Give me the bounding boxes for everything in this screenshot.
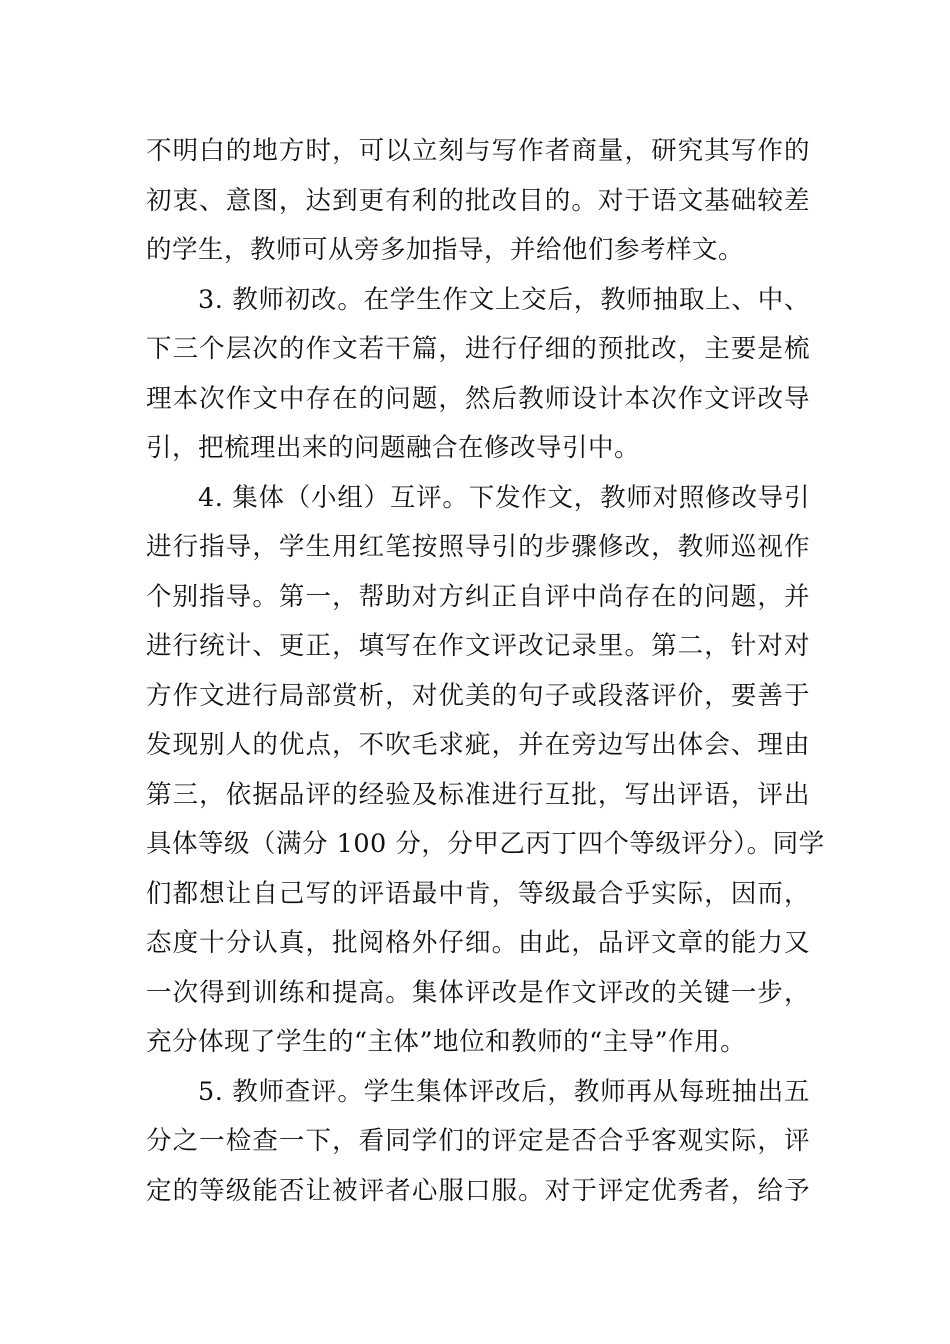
- text-line: 定的等级能否让被评者心服口服。对于评定优秀者，给予: [146, 1175, 810, 1206]
- text-line: 进行统计、更正，填写在作文评改记录里。第二，针对对: [146, 631, 810, 661]
- paragraph-4-start: 4. 集体（小组）互评。下发作文，教师对照修改导引: [198, 482, 810, 513]
- text-line: 初衷、意图，达到更有利的批改目的。对于语文基础较差: [146, 185, 810, 216]
- text-line: 们都想让自己写的评语最中肯，等级最合乎实际，因而，: [146, 878, 810, 909]
- paragraph-5-start: 5. 教师查评。学生集体评改后，教师再从每班抽出五: [198, 1076, 810, 1107]
- text-line: 的学生，教师可从旁多加指导，并给他们参考样文。: [146, 235, 745, 265]
- text-line: 发现别人的优点，不吹毛求疵，并在旁边写出体会、理由: [146, 730, 810, 760]
- text-line: 引，把梳理出来的问题融合在修改导引中。: [146, 433, 641, 463]
- text-line: 下三个层次的作文若干篇，进行仔细的预批改，主要是梳: [146, 334, 810, 364]
- text-line: 态度十分认真，批阅格外仔细。由此，品评文章的能力又: [146, 928, 810, 958]
- text-line: 理本次作文中存在的问题，然后教师设计本次作文评改导: [146, 383, 810, 414]
- text-line: 充分体现了学生的“主体”地位和教师的“主导”作用。: [146, 1027, 747, 1057]
- text-line: 进行指导，学生用红笔按照导引的步骤修改，教师巡视作: [146, 532, 810, 562]
- text-line: 方作文进行局部赏析，对优美的句子或段落评价，要善于: [146, 680, 810, 711]
- paragraph-3-start: 3. 教师初改。在学生作文上交后，教师抽取上、中、: [198, 284, 810, 315]
- text-line: 具体等级（满分 100 分，分甲乙丙丁四个等级评分）。同学: [146, 829, 825, 859]
- text-line: 分之一检查一下，看同学们的评定是否合乎客观实际，评: [146, 1126, 810, 1156]
- text-line: 一次得到训练和提高。集体评改是作文评改的关键一步，: [146, 977, 810, 1008]
- body-text: [146, 127, 825, 1216]
- text-line: 第三，依据品评的经验及标准进行互批，写出评语，评出: [146, 779, 810, 810]
- text-line: 不明白的地方时，可以立刻与写作者商量，研究其写作的: [146, 136, 810, 166]
- text-line: 个别指导。第一，帮助对方纠正自评中尚存在的问题，并: [146, 581, 810, 612]
